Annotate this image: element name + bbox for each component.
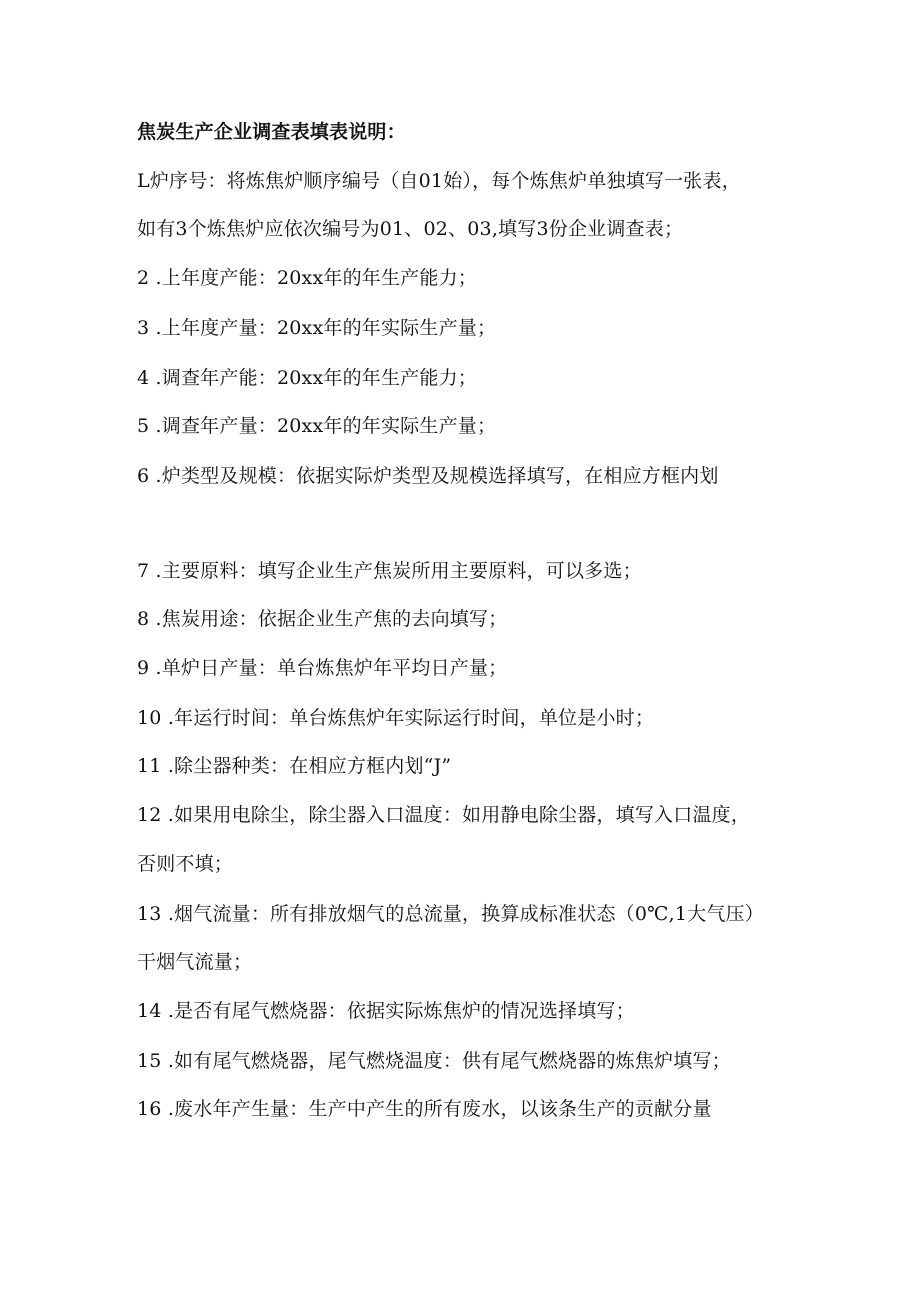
instruction-line-6: 6 .炉类型及规模：依据实际炉类型及规模选择填写，在相应方框内划 (137, 465, 719, 487)
instruction-line-16: 16 .废水年产生量：生产中产生的所有废水，以该条生产的贡献分量 (137, 1098, 712, 1120)
instruction-line-1-continued: 如有3个炼焦炉应依次编号为01、02、03,填写3份企业调查表； (137, 218, 684, 240)
instruction-line-4: 4 .调查年产能：20xx年的年生产能力； (137, 367, 477, 389)
instruction-line-7: 7 .主要原料：填写企业生产焦炭所用主要原料，可以多选； (137, 560, 642, 582)
instruction-line-11: 11 .除尘器种类：在相应方框内划“J” (137, 755, 452, 777)
document-title: 焦炭生产企业调查表填表说明： (137, 121, 406, 143)
instruction-line-1: L炉序号：将炼焦炉顺序编号（自01始），每个炼焦炉单独填写一张表， (137, 170, 741, 192)
instruction-line-15: 15 .如有尾气燃烧器，尾气燃烧温度：供有尾气燃烧器的炼焦炉填写； (137, 1050, 731, 1072)
instruction-line-12: 12 .如果用电除尘，除尘器入口温度：如用静电除尘器，填写入口温度， (137, 804, 751, 826)
instruction-line-10: 10 .年运行时间：单台炼焦炉年实际运行时间，单位是小时； (137, 707, 655, 729)
instruction-line-13-continued: 干烟气流量； (137, 951, 253, 973)
instruction-line-12-continued: 否则不填； (137, 853, 234, 875)
instruction-line-9: 9 .单炉日产量：单台炼焦炉年平均日产量； (137, 657, 508, 679)
instruction-line-5: 5 .调查年产量：20xx年的年实际生产量； (137, 415, 497, 437)
instruction-line-2: 2 .上年度产能：20xx年的年生产能力； (137, 267, 477, 289)
instruction-line-14: 14 .是否有尾气燃烧器：依据实际炼焦炉的情况选择填写； (137, 1000, 635, 1022)
instruction-line-13: 13 .烟气流量：所有排放烟气的总流量，换算成标准状态（0℃,1大气压） (137, 903, 764, 925)
instruction-line-8: 8 .焦炭用途：依据企业生产焦的去向填写； (137, 608, 508, 630)
instruction-line-3: 3 .上年度产量：20xx年的年实际生产量； (137, 317, 497, 339)
